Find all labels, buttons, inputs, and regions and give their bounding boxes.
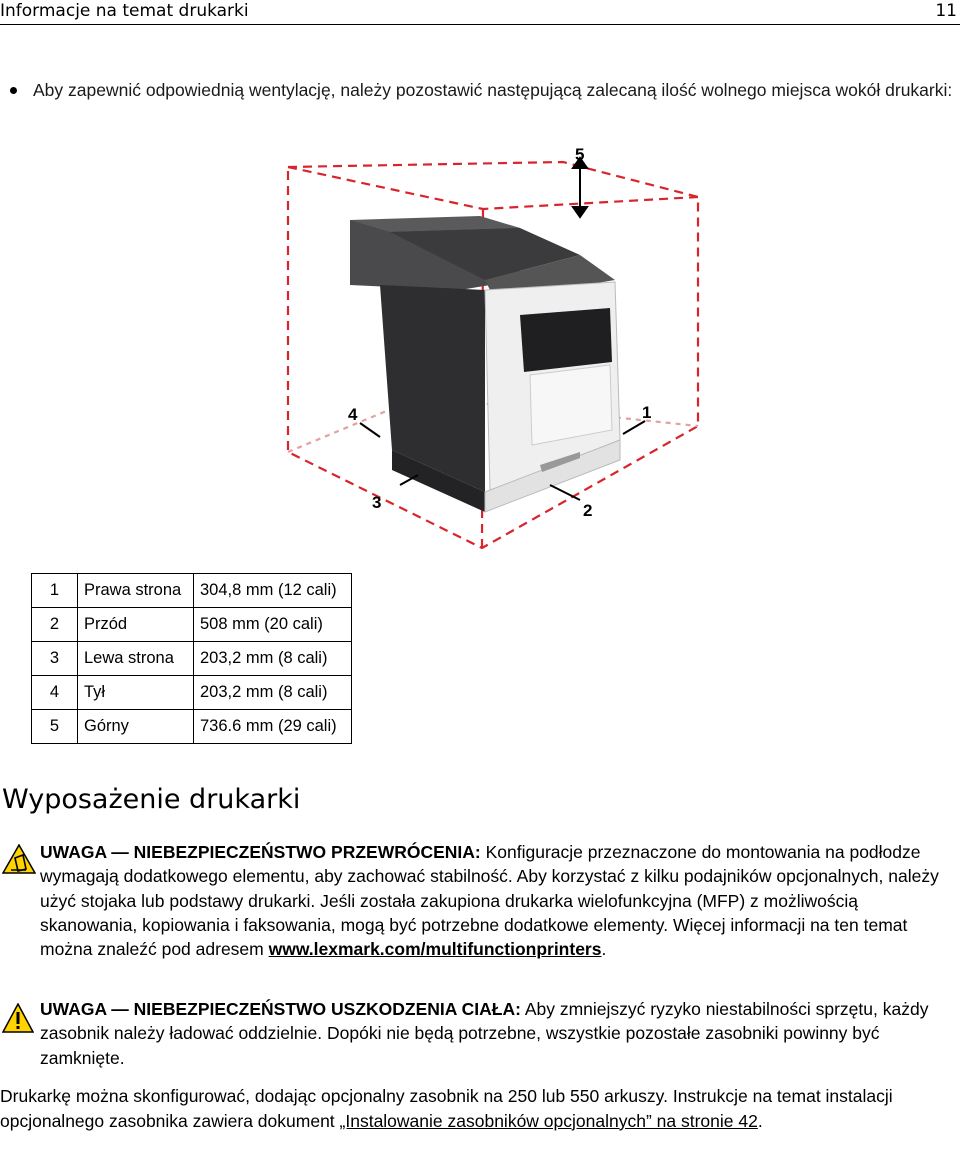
- row-number: 4: [32, 676, 78, 710]
- lexmark-link[interactable]: www.lexmark.com/multifunctionprinters: [268, 939, 602, 960]
- row-value: 508 mm (20 cali): [194, 608, 352, 642]
- warning-text: Aby zmniejszyć ryzyko niestabilności sprzętu, każdy zasobnik należy ładować oddzielnie. Dopóki nie będą potrzebne, wszystkie pozostałe zasobniki powinny być zamknięte.: [40, 999, 929, 1068]
- callout-2: 2: [583, 501, 593, 520]
- paragraph-text: Drukarkę można skonfigurować, dodając opcjonalny zasobnik na 250 lub 550 arkuszy. Instrukcje na temat instalacji opcjonalnego zasobnika zawiera dokument: [0, 1086, 893, 1131]
- table-row: [32, 574, 352, 608]
- paragraph-end: .: [757, 1110, 763, 1131]
- row-number: 5: [32, 710, 78, 744]
- printer-illustration: [350, 216, 620, 512]
- bullet-dot-icon: [10, 87, 17, 94]
- tipping-warning: [0, 840, 960, 961]
- injury-warning: [0, 997, 960, 1070]
- caution-icon: [2, 1003, 34, 1033]
- header-title: Informacje na temat drukarki: [0, 1, 249, 21]
- callout-3: 3: [372, 493, 382, 512]
- section-title: Wyposażenie drukarki: [2, 784, 301, 815]
- warning-lead: UWAGA — NIEBEZPIECZEŃSTWO PRZEWRÓCENIA:: [40, 842, 481, 862]
- intro-text: Aby zapewnić odpowiednią wentylację, należy pozostawić następującą zalecaną ilość wolnego miejsca wokół drukarki:: [33, 80, 953, 100]
- table-row: [32, 676, 352, 710]
- table-row: [32, 710, 352, 744]
- intro-bullet: [0, 78, 960, 102]
- row-value: 304,8 mm (12 cali): [194, 574, 352, 608]
- row-number: 2: [32, 608, 78, 642]
- tray-paragraph: [0, 1084, 955, 1133]
- row-location: Przód: [78, 608, 194, 642]
- warning-body: [40, 997, 955, 1070]
- printer-clearance-diagram: [280, 140, 720, 570]
- row-location: Prawa strona: [78, 574, 194, 608]
- row-location: Tył: [78, 676, 194, 710]
- warning-body: [40, 840, 955, 961]
- callout-5: 5: [575, 145, 585, 164]
- install-trays-link[interactable]: „Instalowanie zasobników opcjonalnych” na stronie 42: [339, 1110, 758, 1131]
- tipping-hazard-icon: [2, 844, 36, 874]
- clearance-table: [31, 573, 352, 744]
- row-value: 736.6 mm (29 cali): [194, 710, 352, 744]
- page-number: 11: [935, 1, 957, 21]
- callout-1: 1: [642, 403, 652, 422]
- page-header: [0, 0, 960, 25]
- warning-end: .: [601, 939, 607, 960]
- row-location: Lewa strona: [78, 642, 194, 676]
- warning-lead: UWAGA — NIEBEZPIECZEŃSTWO USZKODZENIA CIAŁA:: [40, 999, 521, 1019]
- table-row: [32, 642, 352, 676]
- row-location: Górny: [78, 710, 194, 744]
- row-value: 203,2 mm (8 cali): [194, 642, 352, 676]
- warning-text: Konfiguracje przeznaczone do montowania na podłodze wymagają dodatkowego elementu, aby zachować stabilność. Aby korzystać z kilku podajników opcjonalnych, należy użyć stojaka lub podstawy drukarki. Jeśli została zakupiona drukarka wielofunkcyjna (MFP) z możliwością skanowania, kopiowania i faksowania, mogą być potrzebne dodatkowe elementy. Więcej informacji na ten temat można znaleźć pod adresem: [40, 842, 939, 960]
- row-number: 1: [32, 574, 78, 608]
- row-number: 3: [32, 642, 78, 676]
- callout-4: 4: [348, 405, 358, 424]
- table-row: [32, 608, 352, 642]
- row-value: 203,2 mm (8 cali): [194, 676, 352, 710]
